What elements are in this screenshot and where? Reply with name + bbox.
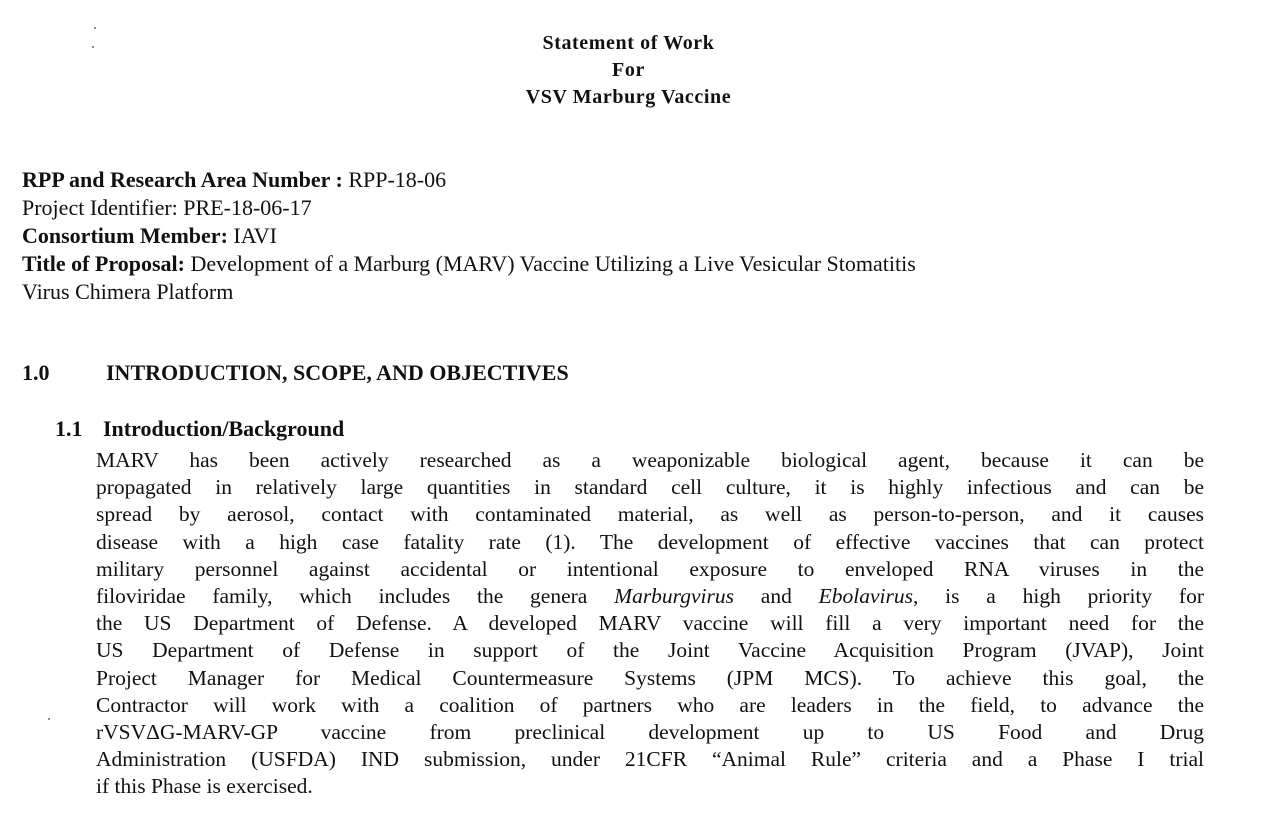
project-identifier-label: Project Identifier: xyxy=(22,195,178,220)
paragraph-line: Administration (USFDA) IND submission, under 21CFR “Animal Rule” criteria and a Phase I trial xyxy=(96,747,1204,772)
project-identifier-value: PRE-18-06-17 xyxy=(183,195,312,220)
proposal-metadata xyxy=(22,166,1222,306)
subsection-title: Introduction/Background xyxy=(103,416,345,441)
introduction-paragraph xyxy=(96,447,1204,801)
paragraph-line xyxy=(96,583,1204,610)
line-text: and xyxy=(734,584,819,609)
line-text: filoviridae family, which includes the genera xyxy=(96,584,615,609)
consortium-label: Consortium Member: xyxy=(22,223,228,248)
genus-marburgvirus: Marburgvirus xyxy=(614,584,735,609)
paragraph-line: Contractor will work with a coalition of partners who are leaders in the field, to advance the xyxy=(96,692,1204,717)
section-number: 1.0 xyxy=(22,360,50,385)
scan-speck xyxy=(48,718,50,720)
paragraph-line: propagated in relatively large quantities in standard cell culture, it is highly infectious and can be xyxy=(96,475,1204,500)
rpp-row xyxy=(22,166,1222,194)
paragraph-line: Project Manager for Medical Countermeasure Systems (JPM MCS). To achieve this goal, the xyxy=(96,665,1204,690)
paragraph-line: the US Department of Defense. A developed MARV vaccine will fill a very important need for the xyxy=(96,611,1204,636)
paragraph-line: spread by aerosol, contact with contaminated material, as well as person-to-person, and it causes xyxy=(96,502,1204,527)
paragraph-line: if this Phase is exercised. xyxy=(96,774,313,799)
consortium-row xyxy=(22,222,1222,250)
genus-ebolavirus: Ebolavirus xyxy=(818,584,913,609)
paragraph-line: US Department of Defense in support of the Joint Vaccine Acquisition Program (JVAP), Joint xyxy=(96,638,1204,663)
title-line-3: VSV Marburg Vaccine xyxy=(525,86,732,108)
scan-speck xyxy=(94,27,96,29)
section-heading xyxy=(22,360,569,386)
proposal-title-label: Title of Proposal: xyxy=(22,251,185,276)
proposal-title-continuation xyxy=(22,278,1222,306)
paragraph-line: military personnel against accidental or intentional exposure to enveloped RNA viruses in the xyxy=(96,556,1204,581)
title-line-2: For xyxy=(612,59,645,81)
rpp-label: RPP and Research Area Number : xyxy=(22,167,343,192)
paragraph-line: rVSVΔG-MARV-GP vaccine from preclinical development up to US Food and Drug xyxy=(96,720,1204,745)
rpp-value: RPP-18-06 xyxy=(348,167,447,192)
project-identifier-row xyxy=(22,194,1222,222)
title-line-1: Statement of Work xyxy=(542,32,715,54)
proposal-title-row xyxy=(22,250,1222,278)
consortium-value: IAVI xyxy=(233,223,277,248)
line-text: , is a high priority for xyxy=(913,584,1204,609)
paragraph-line: MARV has been actively researched as a weaponizable biological agent, because it can be xyxy=(96,448,1204,472)
paragraph-line: disease with a high case fatality rate (1). The development of effective vaccines that can protect xyxy=(96,529,1204,554)
subsection-number: 1.1 xyxy=(55,416,83,441)
subsection-heading xyxy=(55,416,344,442)
proposal-title-value-line1: Development of a Marburg (MARV) Vaccine Utilizing a Live Vesicular Stomatitis xyxy=(190,251,916,276)
document-title xyxy=(0,30,1257,111)
proposal-title-value-line2: Virus Chimera Platform xyxy=(22,279,234,304)
section-title: INTRODUCTION, SCOPE, AND OBJECTIVES xyxy=(106,360,569,385)
